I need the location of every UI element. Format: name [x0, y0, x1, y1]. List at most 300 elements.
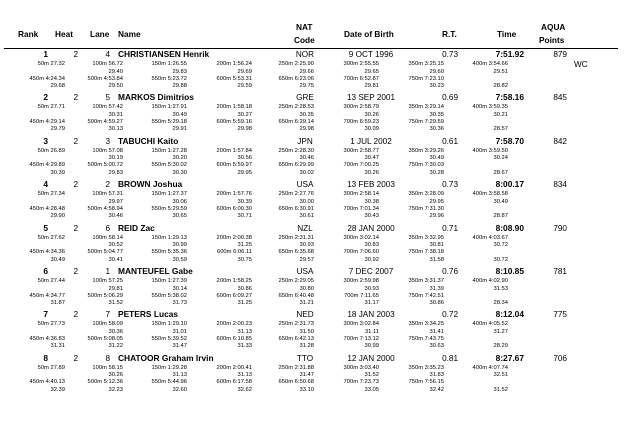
- split-time: 30.52: [108, 242, 123, 249]
- split-time: 400m 3:59.50: [472, 147, 508, 154]
- split-time: 500m 5:04.77: [87, 249, 123, 256]
- split-time: 30.72: [493, 256, 508, 263]
- nat-header-line1: NAT: [296, 22, 313, 32]
- split-time: 29.98: [237, 126, 252, 133]
- split-time: 29.40: [108, 68, 123, 75]
- split-time: 31.52: [493, 386, 508, 393]
- aqua-header-line1: AQUA: [541, 22, 566, 32]
- split-time: 29.91: [172, 126, 187, 133]
- lane-cell: 1: [105, 267, 110, 276]
- split-time: 28.67: [493, 169, 508, 176]
- split-time: 150m 1:27.37: [151, 191, 187, 198]
- split-time: 30.81: [429, 242, 444, 249]
- rank-cell: 5: [43, 222, 48, 233]
- split-time: 450m 4:28.48: [29, 205, 65, 212]
- split-time: 31.27: [493, 328, 508, 335]
- split-time: 31.31: [50, 343, 65, 350]
- split-time: 600m 6:10.85: [216, 335, 252, 342]
- split-time: 30.92: [364, 256, 379, 263]
- heat-cell: 2: [73, 310, 78, 320]
- split-time: 29.51: [493, 68, 508, 75]
- heat-cell: 2: [73, 267, 78, 276]
- split-time: 200m 1:57.84: [216, 147, 252, 154]
- nat-code: JPN: [297, 136, 313, 146]
- split-time: 500m 5:08.05: [87, 335, 123, 342]
- split-time: 29.81: [108, 285, 123, 292]
- split-time: 750m 7:56.15: [408, 379, 444, 386]
- split-time: 700m 7:23.73: [343, 379, 379, 386]
- swimmer-name: PETERS Lucas: [118, 309, 179, 320]
- split-time: 500m 5:06.29: [87, 292, 123, 299]
- rank-header: Rank: [18, 29, 39, 39]
- lane-cell: 4: [105, 50, 110, 59]
- split-time: 29.81: [364, 83, 379, 89]
- heat-header: Heat: [55, 29, 73, 39]
- split-time: 450m 4:36.83: [29, 335, 65, 342]
- aqua-points: 790: [553, 223, 567, 233]
- rt-header: R.T.: [442, 29, 457, 39]
- split-time: 30.86: [429, 300, 444, 306]
- nat-code: NOR: [295, 50, 315, 59]
- split-time: 32.39: [50, 386, 65, 393]
- rank-cell: 8: [43, 352, 48, 363]
- split-time: 600m 5:59.97: [216, 162, 252, 169]
- split-time: 50m 27.32: [37, 61, 65, 67]
- date-of-birth: 7 DEC 2007: [348, 267, 394, 276]
- aqua-points: 845: [553, 93, 567, 103]
- split-time: 550m 5:35.36: [151, 249, 187, 256]
- split-time: 31.52: [364, 372, 379, 379]
- split-time: 29.83: [172, 68, 187, 75]
- split-time: 600m 6:09.27: [216, 292, 252, 299]
- split-time: 30.20: [172, 155, 187, 162]
- results-header: [0, 0, 624, 52]
- result-row: [0, 354, 624, 397]
- split-time: 300m 3:03.40: [343, 364, 379, 371]
- split-time: 300m 2:58.79: [343, 104, 379, 111]
- split-time: 31.25: [237, 242, 252, 249]
- nat-code: USA: [296, 267, 314, 276]
- split-time: 100m 56.72: [92, 61, 123, 67]
- split-time: 31.25: [237, 300, 252, 306]
- result-row: [0, 310, 624, 353]
- date-of-birth: 9 OCT 1996: [348, 50, 394, 59]
- swimmer-name: MARKOS Dimitrios: [118, 92, 194, 103]
- split-time: 50m 27.34: [37, 191, 65, 198]
- split-time: 250m 2:31.88: [278, 364, 314, 371]
- split-time: 550m 5:30.02: [151, 162, 187, 169]
- split-time: 400m 4:02.90: [472, 278, 508, 284]
- split-time: 100m 57.42: [92, 104, 123, 111]
- final-time: 8:27.67: [495, 352, 524, 363]
- swimmer-name: CHRISTIANSEN Henrik: [118, 49, 210, 59]
- final-time: 8:00.17: [495, 179, 524, 190]
- split-time: 30.19: [108, 155, 123, 162]
- split-time: 31.41: [429, 328, 444, 335]
- split-time: 29.69: [237, 68, 252, 75]
- split-time: 350m 3:31.37: [408, 278, 444, 284]
- split-time: 550m 5:39.52: [151, 335, 187, 342]
- result-row: [0, 180, 624, 223]
- split-time: 33.05: [364, 386, 379, 393]
- split-time: 650m 6:42.13: [278, 335, 314, 342]
- split-time: 31.22: [108, 343, 123, 350]
- split-time: 400m 3:59.35: [472, 104, 508, 111]
- split-time: 650m 6:35.68: [278, 249, 314, 256]
- swimmer-name: BROWN Joshua: [118, 179, 183, 190]
- split-time: 30.46: [299, 155, 314, 162]
- split-time: 30.36: [108, 328, 123, 335]
- split-time: 32.62: [237, 386, 252, 393]
- result-row: [0, 93, 624, 136]
- split-time: 50m 27.73: [37, 321, 65, 328]
- split-time: 200m 2:00.23: [216, 321, 252, 328]
- split-time: 700m 7:01.34: [343, 205, 379, 212]
- nat-header-line2: Code: [294, 35, 315, 45]
- split-time: 29.59: [237, 83, 252, 89]
- swimmer-name: REID Zac: [118, 222, 155, 233]
- split-time: 450m 4:29.89: [29, 162, 65, 169]
- split-time: 30.13: [108, 126, 123, 133]
- reaction-time: 0.73: [442, 50, 458, 59]
- split-time: 29.96: [429, 213, 444, 220]
- date-of-birth: 13 SEP 2001: [346, 93, 396, 103]
- heat-cell: 2: [73, 223, 78, 233]
- lane-cell: 2: [105, 180, 110, 190]
- split-time: 28.29: [493, 343, 508, 350]
- split-time: 750m 7:31.30: [408, 205, 444, 212]
- split-time: 400m 4:03.67: [472, 234, 508, 241]
- split-time: 500m 4:53.84: [87, 75, 123, 82]
- split-time: 350m 3:25.15: [408, 61, 444, 67]
- split-time: 30.26: [364, 111, 379, 118]
- split-time: 100m 57.25: [92, 278, 123, 284]
- split-time: 31.13: [172, 372, 187, 379]
- split-time: 250m 2:27.76: [278, 191, 314, 198]
- rank-cell: 3: [43, 135, 48, 146]
- split-time: 500m 5:00.72: [87, 162, 123, 169]
- split-time: 750m 7:23.10: [408, 75, 444, 82]
- split-time: 350m 3:29.26: [408, 147, 444, 154]
- split-time: 29.90: [50, 213, 65, 220]
- split-time: 30.35: [299, 111, 314, 118]
- split-time: 550m 5:29.18: [151, 118, 187, 125]
- split-time: 750m 7:43.75: [408, 335, 444, 342]
- split-time: 350m 3:32.95: [408, 234, 444, 241]
- split-time: 700m 7:13.12: [343, 335, 379, 342]
- split-time: 200m 2:00.38: [216, 234, 252, 241]
- split-time: 30.41: [108, 256, 123, 263]
- split-time: 300m 2:58.77: [343, 147, 379, 154]
- split-time: 30.59: [172, 256, 187, 263]
- split-time: 150m 1:29.28: [151, 364, 187, 371]
- final-time: 7:51.92: [495, 49, 524, 59]
- split-time: 200m 1:57.76: [216, 191, 252, 198]
- split-time: 550m 5:29.59: [151, 205, 187, 212]
- split-time: 50m 27.89: [37, 364, 65, 371]
- split-time: 30.26: [108, 372, 123, 379]
- split-time: 250m 2:28.30: [278, 147, 314, 154]
- split-time: 200m 1:56.24: [216, 61, 252, 67]
- split-time: 31.53: [493, 285, 508, 292]
- split-time: 750m 7:30.03: [408, 162, 444, 169]
- split-time: 150m 1:27.28: [151, 147, 187, 154]
- split-time: 600m 5:53.31: [216, 75, 252, 82]
- split-time: 700m 7:00.25: [343, 162, 379, 169]
- split-time: 250m 2:29.05: [278, 278, 314, 284]
- dob-header: Date of Birth: [344, 29, 394, 39]
- split-time: 30.02: [299, 169, 314, 176]
- aqua-points: 834: [553, 180, 567, 190]
- split-time: 700m 6:52.87: [343, 75, 379, 82]
- record-note: WC: [574, 60, 588, 69]
- split-time: 30.43: [364, 213, 379, 220]
- split-time: 31.13: [237, 328, 252, 335]
- split-time: 250m 2:28.53: [278, 104, 314, 111]
- split-time: 31.47: [299, 372, 314, 379]
- rank-cell: 2: [43, 92, 48, 103]
- heat-cell: 2: [73, 93, 78, 103]
- split-time: 30.72: [493, 242, 508, 249]
- split-time: 300m 3:02.84: [343, 321, 379, 328]
- heat-cell: 2: [73, 50, 78, 59]
- split-time: 250m 2:31.73: [278, 321, 314, 328]
- split-time: 350m 3:35.23: [408, 364, 444, 371]
- name-header: Name: [118, 29, 141, 39]
- lane-cell: 7: [105, 310, 110, 320]
- time-header: Time: [497, 29, 517, 39]
- split-time: 650m 6:50.68: [278, 379, 314, 386]
- split-time: 28.87: [493, 213, 508, 220]
- split-time: 31.47: [172, 343, 187, 350]
- split-time: 30.35: [429, 111, 444, 118]
- lane-cell: 8: [105, 353, 110, 363]
- split-time: 300m 3:02.14: [343, 234, 379, 241]
- split-time: 650m 6:29.99: [278, 162, 314, 169]
- split-time: 100m 58.15: [92, 364, 123, 371]
- reaction-time: 0.76: [442, 267, 458, 276]
- reaction-time: 0.81: [442, 353, 458, 363]
- aqua-points: 842: [553, 136, 567, 146]
- split-time: 31.52: [108, 300, 123, 306]
- split-time: 30.00: [299, 198, 314, 205]
- split-time: 30.83: [364, 242, 379, 249]
- split-time: 150m 1:26.55: [151, 61, 187, 67]
- final-time: 8:12.04: [495, 309, 524, 320]
- split-time: 500m 5:12.36: [87, 379, 123, 386]
- split-time: 29.57: [299, 256, 314, 263]
- split-time: 29.66: [299, 68, 314, 75]
- split-time: 30.09: [364, 126, 379, 133]
- split-time: 30.80: [299, 285, 314, 292]
- split-time: 100m 58.09: [92, 321, 123, 328]
- date-of-birth: 13 FEB 2003: [347, 180, 395, 190]
- reaction-time: 0.69: [442, 93, 458, 103]
- split-time: 30.49: [50, 256, 65, 263]
- split-time: 30.26: [364, 169, 379, 176]
- split-time: 100m 57.31: [92, 191, 123, 198]
- split-time: 400m 3:54.66: [472, 61, 508, 67]
- split-time: 400m 4:05.52: [472, 321, 508, 328]
- split-time: 30.71: [237, 213, 252, 220]
- split-time: 30.27: [237, 111, 252, 118]
- split-time: 30.75: [237, 256, 252, 263]
- split-time: 31.33: [237, 343, 252, 350]
- split-time: 31.58: [429, 256, 444, 263]
- split-time: 30.31: [108, 111, 123, 118]
- split-time: 150m 1:27.91: [151, 104, 187, 111]
- rank-cell: 4: [43, 179, 48, 190]
- heat-cell: 2: [73, 136, 78, 146]
- split-time: 31.50: [299, 328, 314, 335]
- final-time: 8:08.90: [495, 222, 524, 233]
- split-time: 30.28: [429, 169, 444, 176]
- split-time: 31.13: [237, 372, 252, 379]
- split-time: 29.60: [429, 68, 444, 75]
- split-time: 31.17: [364, 300, 379, 306]
- final-time: 7:58.16: [495, 92, 524, 103]
- split-time: 29.95: [429, 198, 444, 205]
- split-time: 700m 6:59.23: [343, 118, 379, 125]
- split-time: 31.11: [364, 328, 379, 335]
- aqua-header-line2: Points: [539, 35, 565, 45]
- split-time: 29.68: [50, 83, 65, 89]
- result-row: [0, 224, 624, 267]
- split-time: 31.73: [172, 300, 187, 306]
- split-time: 30.38: [364, 198, 379, 205]
- aqua-points: 775: [553, 310, 567, 320]
- split-time: 50m 27.44: [37, 278, 65, 284]
- split-time: 650m 6:29.14: [278, 118, 314, 125]
- heat-cell: 2: [73, 180, 78, 190]
- split-time: 600m 6:17.58: [216, 379, 252, 386]
- split-time: 50m 27.62: [37, 234, 65, 241]
- split-time: 31.21: [299, 300, 314, 306]
- aqua-points: 781: [553, 267, 567, 276]
- split-time: 250m 2:31.31: [278, 234, 314, 241]
- result-row: [0, 137, 624, 180]
- split-time: 200m 1:58.25: [216, 278, 252, 284]
- split-time: 29.83: [108, 169, 123, 176]
- split-time: 30.21: [493, 111, 508, 118]
- split-time: 30.47: [364, 155, 379, 162]
- date-of-birth: 18 JAN 2003: [347, 310, 395, 320]
- lane-cell: 3: [105, 136, 110, 146]
- split-time: 32.23: [108, 386, 123, 393]
- split-time: 300m 2:55.55: [343, 61, 379, 67]
- split-time: 750m 7:29.59: [408, 118, 444, 125]
- split-time: 30.49: [429, 155, 444, 162]
- split-time: 550m 5:23.72: [151, 75, 187, 82]
- rank-cell: 1: [43, 49, 48, 59]
- nat-code: TTO: [296, 353, 314, 363]
- split-time: 350m 3:34.25: [408, 321, 444, 328]
- split-time: 600m 6:00.30: [216, 205, 252, 212]
- split-time: 450m 4:40.13: [29, 379, 65, 386]
- split-time: 200m 2:00.41: [216, 364, 252, 371]
- split-time: 30.99: [364, 343, 379, 350]
- split-time: 50m 26.89: [37, 147, 65, 154]
- split-time: 150m 1:29.13: [151, 234, 187, 241]
- swimmer-name: TABUCHI Kaito: [118, 135, 179, 146]
- split-time: 100m 57.08: [92, 147, 123, 154]
- final-time: 8:10.85: [495, 266, 524, 276]
- split-time: 31.01: [172, 328, 187, 335]
- split-time: 30.99: [172, 242, 187, 249]
- split-time: 30.24: [493, 155, 508, 162]
- split-time: 700m 7:06.60: [343, 249, 379, 256]
- split-time: 400m 3:58.58: [472, 191, 508, 198]
- split-time: 550m 5:38.02: [151, 292, 187, 299]
- split-time: 30.65: [172, 213, 187, 220]
- swimmer-name: MANTEUFEL Gabe: [118, 266, 193, 276]
- lane-cell: 6: [105, 223, 110, 233]
- split-time: 31.28: [299, 343, 314, 350]
- split-time: 30.30: [172, 169, 187, 176]
- split-time: 30.63: [429, 343, 444, 350]
- split-time: 30.93: [299, 242, 314, 249]
- split-time: 150m 1:29.10: [151, 321, 187, 328]
- reaction-time: 0.61: [442, 136, 458, 146]
- split-time: 28.82: [493, 83, 508, 89]
- split-time: 31.83: [429, 372, 444, 379]
- split-time: 650m 6:30.91: [278, 205, 314, 212]
- split-time: 30.06: [172, 198, 187, 205]
- split-time: 250m 2:25.90: [278, 61, 314, 67]
- nat-code: GRE: [296, 93, 314, 103]
- split-time: 450m 4:29.14: [29, 118, 65, 125]
- split-time: 30.56: [237, 155, 252, 162]
- split-time: 600m 6:06.11: [216, 249, 252, 256]
- reaction-time: 0.71: [442, 223, 458, 233]
- reaction-time: 0.72: [442, 310, 458, 320]
- split-time: 200m 1:58.18: [216, 104, 252, 111]
- split-time: 31.87: [50, 300, 65, 306]
- split-time: 350m 3:29.14: [408, 104, 444, 111]
- split-time: 29.65: [364, 68, 379, 75]
- split-time: 30.49: [172, 111, 187, 118]
- nat-code: USA: [296, 180, 314, 190]
- split-time: 30.46: [108, 213, 123, 220]
- date-of-birth: 1 JUL 2002: [350, 136, 392, 146]
- split-time: 750m 7:42.51: [408, 292, 444, 299]
- aqua-points: 706: [553, 353, 567, 363]
- reaction-time: 0.73: [442, 180, 458, 190]
- split-time: 32.60: [172, 386, 187, 393]
- split-time: 29.79: [50, 126, 65, 133]
- split-time: 29.50: [108, 83, 123, 89]
- split-time: 300m 2:59.98: [343, 278, 379, 284]
- split-time: 150m 1:27.39: [151, 278, 187, 284]
- final-time: 7:58.70: [495, 135, 524, 146]
- split-time: 30.39: [50, 169, 65, 176]
- split-time: 33.10: [299, 386, 314, 393]
- result-row: [0, 50, 624, 93]
- split-time: 30.14: [172, 285, 187, 292]
- split-time: 50m 27.71: [37, 104, 65, 111]
- split-time: 400m 4:07.74: [472, 364, 508, 371]
- split-time: 29.75: [299, 83, 314, 89]
- split-time: 29.95: [237, 169, 252, 176]
- split-time: 31.39: [429, 285, 444, 292]
- split-time: 30.86: [237, 285, 252, 292]
- split-time: 30.39: [237, 198, 252, 205]
- split-time: 32.42: [429, 386, 444, 393]
- split-time: 32.51: [493, 372, 508, 379]
- split-time: 350m 3:28.09: [408, 191, 444, 198]
- split-time: 700m 7:11.65: [343, 292, 379, 299]
- split-time: 30.36: [429, 126, 444, 133]
